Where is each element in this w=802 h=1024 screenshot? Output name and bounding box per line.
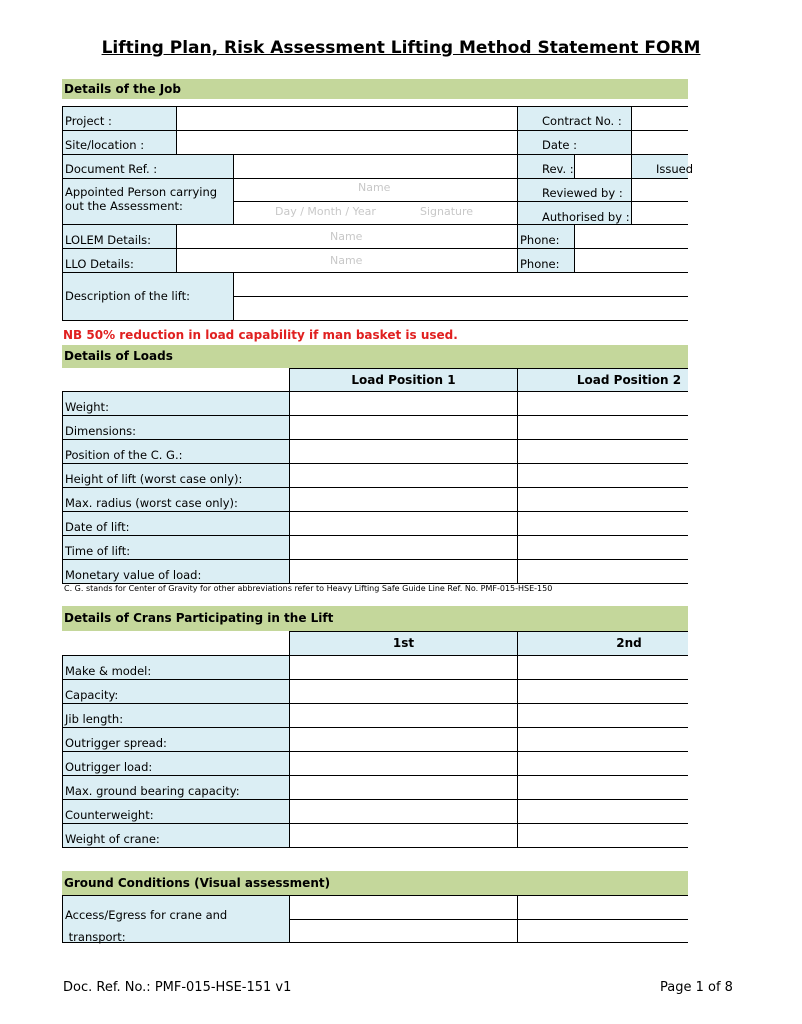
rev-field[interactable]: [574, 154, 632, 179]
crane-row-field-1[interactable]: [289, 751, 518, 776]
authorised-label: Authorised by :: [517, 201, 632, 225]
load-row-label: Height of lift (worst case only):: [62, 463, 290, 488]
crane-row-field-2[interactable]: [517, 727, 688, 752]
load-row-field-1[interactable]: [289, 511, 518, 536]
project-label: Project :: [62, 106, 177, 131]
load-row-label: Dimensions:: [62, 415, 290, 440]
crane-row-label: Capacity:: [62, 679, 290, 704]
crane-row-field-1[interactable]: [289, 799, 518, 824]
contract-label: Contract No. :: [517, 106, 632, 131]
load-row-field-2[interactable]: [517, 511, 688, 536]
load-row-field-2[interactable]: [517, 463, 688, 488]
crane-row-field-1[interactable]: [289, 655, 518, 680]
llo-label: LLO Details:: [62, 248, 177, 273]
lolem-name-placeholder: Name: [330, 230, 363, 243]
appointed-label-line2: out the Assessment:: [65, 199, 183, 213]
site-label: Site/location :: [62, 130, 177, 155]
crane-row-label: Outrigger spread:: [62, 727, 290, 752]
llo-name-placeholder: Name: [330, 254, 363, 267]
warning-text: NB 50% reduction in load capability if man basket is used.: [63, 328, 458, 342]
crane-row-field-1[interactable]: [289, 823, 518, 848]
llo-phone-field[interactable]: [574, 248, 688, 273]
load-row-label: Position of the C. G.:: [62, 439, 290, 464]
lolem-label: LOLEM Details:: [62, 224, 177, 249]
site-field[interactable]: [176, 130, 518, 155]
load-row-field-2[interactable]: [517, 439, 688, 464]
crane-row-label: Weight of crane:: [62, 823, 290, 848]
contract-field[interactable]: [631, 106, 688, 131]
load-position-2-header: Load Position 2: [517, 368, 688, 392]
date-label: Date :: [517, 130, 632, 155]
authorised-field[interactable]: [631, 201, 688, 225]
description-label: Description of the lift:: [62, 272, 234, 321]
appointed-label: [62, 178, 234, 225]
description-field-2[interactable]: [233, 296, 688, 321]
crane-row-label: Make & model:: [62, 655, 290, 680]
appointed-label-line1: Appointed Person carrying: [65, 185, 218, 199]
llo-phone-label: Phone:: [517, 248, 575, 273]
crane-row-label: Jib length:: [62, 703, 290, 728]
appointed-name-placeholder: Name: [358, 181, 391, 194]
lolem-phone-label: Phone:: [517, 224, 575, 249]
docref-field[interactable]: [233, 154, 518, 179]
load-row-field-1[interactable]: [289, 487, 518, 512]
crane-row-field-2[interactable]: [517, 751, 688, 776]
section-header-job: Details of the Job: [62, 79, 688, 99]
page-title: Lifting Plan, Risk Assessment Lifting Method Statement FORM: [101, 38, 701, 58]
load-row-field-2[interactable]: [517, 487, 688, 512]
docref-label: Document Ref. :: [62, 154, 234, 179]
access-egress-field-2b[interactable]: [517, 919, 688, 943]
crane-row-field-2[interactable]: [517, 655, 688, 680]
crane-1st-header: 1st: [289, 631, 518, 656]
load-row-label: Time of lift:: [62, 535, 290, 560]
crane-row-field-2[interactable]: [517, 799, 688, 824]
footer-docref: Doc. Ref. No.: PMF-015-HSE-151 v1: [63, 980, 292, 995]
load-row-field-2[interactable]: [517, 391, 688, 416]
load-row-field-1[interactable]: [289, 463, 518, 488]
access-egress-field-1b[interactable]: [289, 919, 518, 943]
section-header-ground: Ground Conditions (Visual assessment): [62, 871, 688, 895]
crane-row-field-2[interactable]: [517, 823, 688, 848]
crane-row-field-1[interactable]: [289, 775, 518, 800]
section-header-cranes: Details of Crans Participating in the Lift: [62, 606, 688, 631]
load-row-label: Max. radius (worst case only):: [62, 487, 290, 512]
access-egress-field-1a[interactable]: [289, 895, 518, 920]
load-row-field-2[interactable]: [517, 535, 688, 560]
rev-label: Rev. :: [517, 154, 575, 179]
access-egress-line2: transport:: [65, 930, 126, 944]
crane-row-field-2[interactable]: [517, 679, 688, 704]
load-row-field-1[interactable]: [289, 439, 518, 464]
signature-placeholder: Signature: [420, 205, 474, 218]
load-row-field-1[interactable]: [289, 559, 518, 584]
crane-row-field-2[interactable]: [517, 703, 688, 728]
crane-row-label: Max. ground bearing capacity:: [62, 775, 290, 800]
description-field-1[interactable]: [233, 272, 688, 297]
date-field[interactable]: [631, 130, 688, 155]
crane-row-field-1[interactable]: [289, 703, 518, 728]
issued-label: Issued: [631, 154, 688, 179]
lolem-phone-field[interactable]: [574, 224, 688, 249]
crane-2nd-header: 2nd: [517, 631, 688, 656]
reviewed-field[interactable]: [631, 178, 688, 202]
load-row-label: Date of lift:: [62, 511, 290, 536]
crane-row-label: Counterweight:: [62, 799, 290, 824]
load-row-label: Weight:: [62, 391, 290, 416]
reviewed-label: Reviewed by :: [517, 178, 632, 202]
cg-note: C. G. stands for Center of Gravity for other abbreviations refer to Heavy Lifting Safe Guide Line Ref. No. PMF-015-HSE-150: [64, 584, 553, 593]
crane-row-field-1[interactable]: [289, 679, 518, 704]
load-row-field-1[interactable]: [289, 415, 518, 440]
access-egress-field-2a[interactable]: [517, 895, 688, 920]
section-header-loads: Details of Loads: [62, 345, 688, 368]
footer-page: Page 1 of 8: [660, 980, 733, 995]
load-position-1-header: Load Position 1: [289, 368, 518, 392]
project-field[interactable]: [176, 106, 518, 131]
date-placeholder: Day / Month / Year: [275, 205, 376, 218]
access-egress-label: [62, 895, 290, 943]
access-egress-line1: Access/Egress for crane and: [65, 908, 228, 922]
load-row-field-1[interactable]: [289, 391, 518, 416]
crane-row-field-1[interactable]: [289, 727, 518, 752]
crane-row-field-2[interactable]: [517, 775, 688, 800]
load-row-field-2[interactable]: [517, 559, 688, 584]
load-row-field-1[interactable]: [289, 535, 518, 560]
load-row-label: Monetary value of load:: [62, 559, 290, 584]
load-row-field-2[interactable]: [517, 415, 688, 440]
crane-row-label: Outrigger load:: [62, 751, 290, 776]
